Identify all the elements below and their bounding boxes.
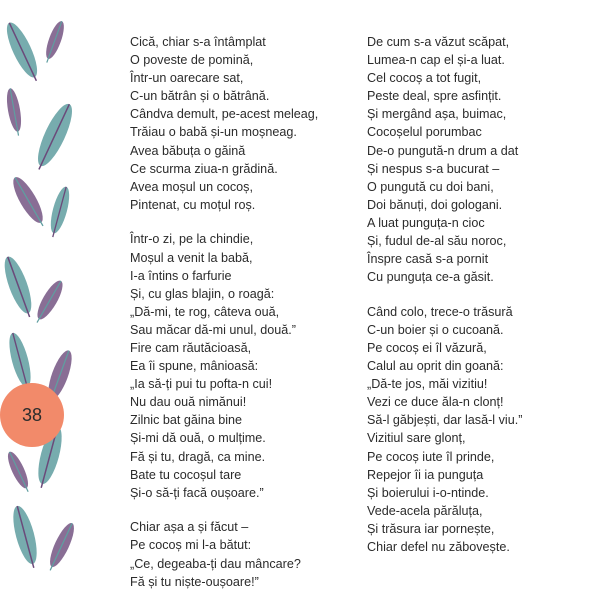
poem-line: C-un bătrân și o bătrână.	[130, 89, 270, 104]
poem-line: Peste deal, spre asfințit.	[367, 89, 502, 104]
poem-line: Când colo, trece-o trăsură	[367, 304, 513, 319]
poem-line: „Ce, degeaba-ți dau mâncare?	[130, 556, 301, 571]
poem-line: O pungută cu doi bani,	[367, 179, 494, 194]
poem-line: Cândva demult, pe-acest meleag,	[130, 107, 319, 122]
poem-line: Și-mi dă ouă, o mulțime.	[130, 431, 266, 446]
poem-line: Nu dau ouă nimănui!	[130, 395, 247, 410]
page-number-badge	[0, 383, 64, 447]
poem-line: Calul au oprit din goană:	[367, 359, 504, 374]
poem-line: C-un boier și o cucoană.	[367, 322, 504, 337]
poem-line: I-a întins o farfurie	[130, 268, 232, 283]
poem-line: O poveste de pomină,	[130, 53, 254, 68]
poem-line: Lumea-n cap el și-a luat.	[367, 53, 505, 68]
poem-line: Sau măcar dă-mi unul, două.”	[130, 322, 296, 337]
poem-line: Cel cocoș a tot fugit,	[367, 71, 482, 86]
poem-line: De-o pungută-n drum a dat	[367, 143, 519, 158]
feather-icon	[0, 254, 38, 320]
poem-line: Fă și tu, dragă, ca mine.	[130, 449, 266, 464]
stanza	[367, 303, 522, 556]
poem-line: Cică, chiar s-a întâmplat	[130, 35, 266, 49]
poem-column-left	[130, 33, 318, 607]
feather-icon	[30, 100, 79, 174]
poem-line: Avea băbuța o găină	[130, 143, 246, 158]
feather-decoration	[0, 0, 100, 587]
poem-line: Doi bănuți, doi gologani.	[367, 197, 503, 212]
feather-icon	[46, 185, 73, 239]
poem-line: Pe cocoș ei îl văzură,	[367, 341, 487, 355]
poem-line: Fă și tu niște-oușoare!”	[130, 574, 259, 589]
stanza	[130, 33, 318, 214]
poem-line: Să-l găbjești, dar lasă-l viu.”	[367, 413, 523, 428]
feather-icon	[44, 520, 79, 573]
feather-icon	[4, 87, 24, 136]
poem-line: Pintenat, cu moțul roș.	[130, 197, 256, 212]
poem-column-right	[367, 33, 522, 573]
poem-line: Ce scurma ziua-n grădină.	[130, 161, 278, 176]
poem-line: Vizitiul sare glonț,	[367, 431, 466, 446]
poem-line: Și nespus s-a bucurat –	[367, 161, 500, 176]
poem-line: Și mergând așa, buimac,	[367, 107, 507, 122]
feather-icon	[41, 19, 67, 64]
poem-line: Repejor îi ia punguța	[367, 467, 484, 482]
feather-icon	[9, 504, 43, 570]
poem-line: Într-o zi, pe la chindie,	[130, 232, 254, 247]
poem-line: „Dă-te jos, măi vizitiu!	[367, 377, 488, 392]
stanza	[130, 518, 318, 590]
poem-line: Pe cocoș mi l-a bătut:	[130, 538, 252, 553]
page-number: 38	[21, 404, 43, 425]
poem-line: A luat punguța-n cioc	[367, 215, 485, 230]
poem-line: Ea îi spune, mânioasă:	[130, 359, 259, 374]
poem-line: Și, fudul de-al său noroc,	[367, 234, 507, 249]
poem-line: Cocoșelul porumbac	[367, 125, 482, 140]
poem-line: „Ia să-ți pui tu pofta-n cui!	[130, 377, 273, 392]
poem-line: Și boierului i-o-ntinde.	[367, 485, 489, 500]
poem-line: Într-un oarecare sat,	[130, 71, 244, 86]
feather-icon	[8, 173, 50, 229]
poem-line: Moșul a venit la babă,	[130, 250, 253, 265]
feather-icon	[4, 449, 33, 494]
poem-line: Chiar așa a și făcut –	[130, 520, 249, 535]
poem-line: Și, cu glas blajin, o roagă:	[130, 286, 275, 301]
poem-line: Și-o să-ți facă oușoare.”	[130, 485, 264, 500]
poem-line: Cu punguța ce-a găsit.	[367, 270, 494, 285]
stanza	[367, 33, 522, 286]
poem-line: Vezi ce duce ăla-n clonț!	[367, 395, 504, 410]
poem-line: De cum s-a văzut scăpat,	[367, 35, 510, 49]
stanza	[130, 230, 318, 501]
poem-line: Fire cam răutăcioasă,	[130, 341, 252, 355]
poem-line: Chiar defel nu zăbovește.	[367, 540, 510, 555]
poem-line: Pe cocoș iute îl prinde,	[367, 449, 495, 464]
feather-icon	[31, 277, 67, 326]
poem-line: Zilnic bat găina bine	[130, 413, 243, 428]
poem-line: Trăiau o babă și-un moșneag.	[130, 125, 297, 140]
poem-line: Vede-acela părăluța,	[367, 503, 483, 518]
poem-line: „Dă-mi, te rog, câteva ouă,	[130, 304, 280, 319]
poem-line: Avea moșul un cocoș,	[130, 179, 253, 194]
poem-line: Și trăsura iar pornește,	[367, 521, 495, 536]
feather-icon	[1, 19, 44, 85]
poem-line: Înspre casă s-a pornit	[367, 252, 489, 267]
poem-line: Bate tu cocoșul tare	[130, 467, 242, 482]
